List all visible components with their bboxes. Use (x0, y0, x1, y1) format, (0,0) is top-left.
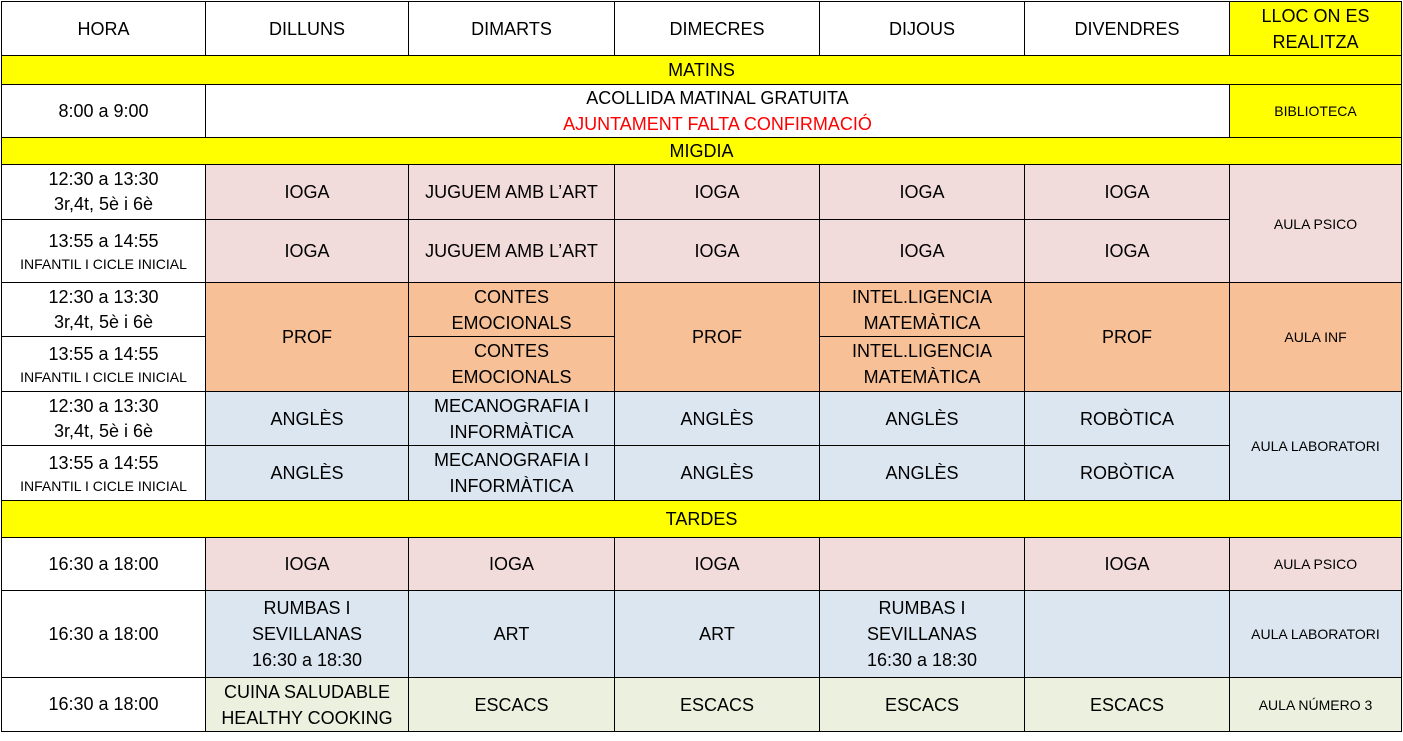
activity-cell: PROF (1025, 283, 1230, 392)
activity-line: EMOCIONALS (451, 367, 572, 387)
activity-cell (409, 392, 615, 446)
time-group: INFANTIL I CICLE INICIAL (20, 255, 187, 272)
row-migdia-lab-1 (2, 392, 1402, 446)
activity-cell: IOGA (206, 220, 409, 283)
time-group: INFANTIL I CICLE INICIAL (20, 368, 187, 385)
activity-line: RUMBAS I (878, 598, 966, 618)
activity-cell: ANGLÈS (615, 446, 820, 501)
lloc-cell: AULA INF (1230, 283, 1402, 392)
lloc-cell: AULA PSICO (1230, 165, 1402, 283)
time-range: 12:30 a 13:30 (48, 169, 159, 189)
activity-cell: IOGA (206, 165, 409, 220)
activity-cell: IOGA (1025, 538, 1230, 591)
time-group: 3r,4t, 5è i 6è (53, 420, 154, 441)
activity-cell: JUGUEM AMB L’ART (409, 220, 615, 283)
activity-line: CUINA SALUDABLE (223, 681, 391, 702)
activity-cell: ANGLÈS (615, 392, 820, 446)
lloc-cell: BIBLIOTECA (1230, 85, 1402, 138)
activity-cell: ART (615, 591, 820, 678)
row-tardes-lab (2, 591, 1402, 678)
time-range: 13:55 a 14:55 (48, 230, 159, 251)
activity-time: 16:30 a 18:30 (251, 650, 363, 670)
activity-line: EMOCIONALS (451, 312, 572, 333)
time-group: INFANTIL I CICLE INICIAL (20, 477, 187, 494)
activity-cell: IOGA (820, 165, 1025, 220)
row-migdia-psico-1 (2, 165, 1402, 220)
activity-cell: IOGA (615, 538, 820, 591)
header-dimarts: DIMARTS (409, 2, 615, 56)
activity-cell: IOGA (820, 220, 1025, 283)
header-dijous: DIJOUS (820, 2, 1025, 56)
activity-line: INFORMÀTICA (449, 476, 574, 496)
lloc-cell: AULA LABORATORI (1230, 591, 1402, 678)
row-migdia-inf-1 (2, 283, 1402, 337)
activity-cell: ANGLÈS (820, 392, 1025, 446)
activity-cell (820, 538, 1025, 591)
section-tardes: TARDES (2, 501, 1402, 538)
activity-line: MATEMÀTICA (863, 312, 981, 333)
activity-cell (409, 337, 615, 392)
activity-cell (1025, 591, 1230, 678)
activity-line: MECANOGRAFIA I (433, 450, 590, 470)
row-migdia-lab-2 (2, 446, 1402, 501)
activity-line: HEALTHY COOKING (221, 707, 393, 728)
header-hora: HORA (2, 2, 206, 56)
section-row-migdia (2, 138, 1402, 165)
row-matins (2, 85, 1402, 138)
activity-cell: IOGA (615, 220, 820, 283)
time-group: 3r,4t, 5è i 6è (53, 194, 154, 214)
activity-time: 16:30 a 18:30 (866, 650, 978, 670)
time-range: 12:30 a 13:30 (48, 395, 159, 416)
activity-cell: IOGA (409, 538, 615, 591)
section-matins: MATINS (2, 56, 1402, 85)
row-tardes-psico (2, 538, 1402, 591)
activity-cell (409, 283, 615, 337)
row-tardes-aula3 (2, 678, 1402, 732)
activity-cell: ESCACS (615, 678, 820, 732)
time-group: 3r,4t, 5è i 6è (53, 311, 154, 332)
activity-cell: ART (409, 591, 615, 678)
matins-confirmation-note: AJUNTAMENT FALTA CONFIRMACIÓ (563, 114, 872, 134)
activity-line: SEVILLANAS (866, 624, 978, 644)
section-row-matins (2, 56, 1402, 85)
lloc-cell: AULA NÚMERO 3 (1230, 678, 1402, 732)
activity-cell: ESCACS (820, 678, 1025, 732)
activity-cell (820, 283, 1025, 337)
time-cell (2, 283, 206, 337)
time-cell (2, 392, 206, 446)
activity-cell: IOGA (206, 538, 409, 591)
activity-line: INTEL.LIGENCIA (851, 341, 993, 361)
activity-cell: ANGLÈS (206, 446, 409, 501)
lloc-cell: AULA PSICO (1230, 538, 1402, 591)
activity-cell: PROF (615, 283, 820, 392)
activity-cell (820, 591, 1025, 678)
activity-line: MATEMÀTICA (863, 367, 981, 387)
header-divendres: DIVENDRES (1025, 2, 1230, 56)
section-migdia: MIGDIA (2, 138, 1402, 165)
header-lloc-line1: LLOC ON ES (1261, 5, 1370, 26)
time-cell: 16:30 a 18:00 (2, 678, 206, 732)
time-range: 13:55 a 14:55 (48, 343, 159, 364)
activity-cell: JUGUEM AMB L’ART (409, 165, 615, 220)
activity-line: INFORMÀTICA (449, 421, 574, 442)
lloc-cell: AULA LABORATORI (1230, 392, 1402, 501)
section-row-tardes (2, 501, 1402, 538)
activity-cell: ANGLÈS (206, 392, 409, 446)
time-cell: 8:00 a 9:00 (2, 85, 206, 138)
time-range: 13:55 a 14:55 (48, 452, 159, 473)
activity-cell: ESCACS (409, 678, 615, 732)
activity-line: MECANOGRAFIA I (433, 395, 590, 416)
header-dimecres: DIMECRES (615, 2, 820, 56)
time-range: 12:30 a 13:30 (48, 286, 159, 307)
activity-cell: IOGA (1025, 165, 1230, 220)
time-cell (2, 446, 206, 501)
time-cell (2, 220, 206, 283)
activity-cell (409, 446, 615, 501)
time-cell: 16:30 a 18:00 (2, 591, 206, 678)
header-lloc-line2: REALITZA (1272, 31, 1359, 52)
activity-cell (820, 337, 1025, 392)
activity-cell: PROF (206, 283, 409, 392)
activity-cell: ROBÒTICA (1025, 392, 1230, 446)
activity-cell: ESCACS (1025, 678, 1230, 732)
activity-cell: IOGA (615, 165, 820, 220)
time-cell (2, 165, 206, 220)
header-row (2, 2, 1402, 56)
activities-schedule-table (1, 1, 1402, 732)
activity-cell (206, 591, 409, 678)
activity-cell: ANGLÈS (820, 446, 1025, 501)
header-dilluns: DILLUNS (206, 2, 409, 56)
matins-activity: ACOLLIDA MATINAL GRATUITA (586, 88, 849, 108)
activity-line: INTEL.LIGENCIA (851, 286, 993, 307)
activity-line: CONTES (473, 341, 549, 361)
header-lloc (1230, 2, 1402, 56)
activity-line: RUMBAS I (263, 598, 351, 618)
activity-line: CONTES (473, 286, 549, 307)
activity-cell: IOGA (1025, 220, 1230, 283)
activity-line: SEVILLANAS (251, 624, 363, 644)
activity-cell: ROBÒTICA (1025, 446, 1230, 501)
matins-activity-cell (206, 85, 1230, 138)
activity-cell (206, 678, 409, 732)
time-cell: 16:30 a 18:00 (2, 538, 206, 591)
row-migdia-psico-2 (2, 220, 1402, 283)
time-cell (2, 337, 206, 392)
